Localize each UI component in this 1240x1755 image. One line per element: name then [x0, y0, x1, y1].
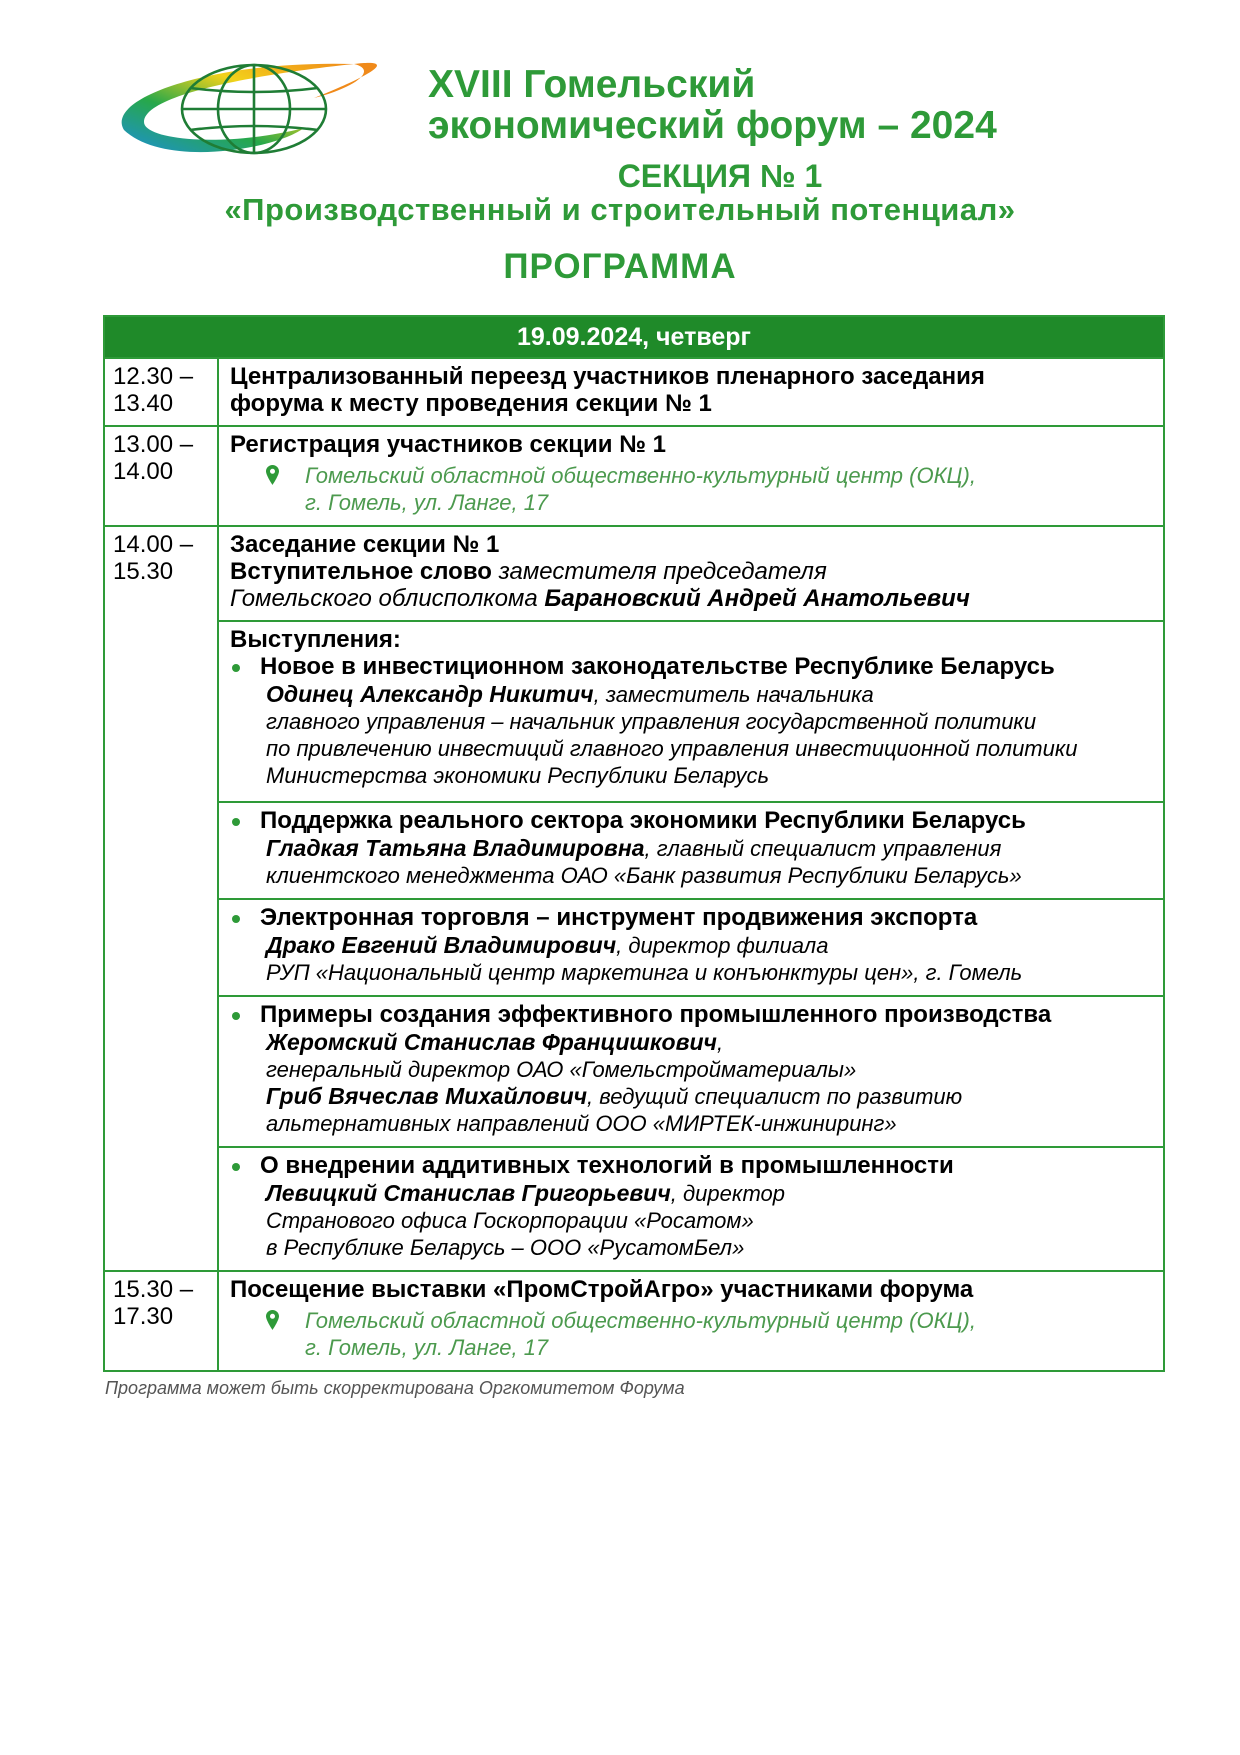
speaker-role: по привлечению инвестиций главного управления инвестиционной политики [266, 736, 1078, 761]
bullet-icon [232, 915, 240, 923]
event-cell [218, 526, 1164, 621]
speaker-name: Гладкая Татьяна Владимировна [266, 835, 645, 861]
time-end: 17.30 [113, 1303, 174, 1330]
talk-title-text: Новое в инвестиционном законодательстве Республике Беларусь [260, 653, 1055, 680]
forum-logo [104, 58, 404, 158]
talk-row [104, 899, 1164, 996]
time-start: 13.00 – [113, 431, 194, 458]
speaker-name: Жеромский Станислав Францишкович [266, 1029, 717, 1055]
forum-title [428, 64, 1128, 146]
talk-cell [218, 1147, 1164, 1271]
speaker-role: генеральный директор ОАО «Гомельстройматериалы» [266, 1057, 857, 1082]
time-end: 15.30 [113, 558, 174, 585]
schedule-row [104, 358, 1164, 426]
speaker [230, 932, 1157, 986]
speaker [230, 835, 1157, 889]
time-start: 12.30 – [113, 363, 194, 390]
talk-cell [218, 802, 1164, 899]
talk-title-text: Электронная торговля – инструмент продвижения экспорта [260, 904, 978, 931]
bullet-icon [232, 664, 240, 672]
talk-title-text: О внедрении аддитивных технологий в промышленности [260, 1152, 954, 1179]
speaker-role: главного управления – начальник управления государственной политики [266, 709, 1037, 734]
location-line: Гомельский областной общественно-культурный центр (ОКЦ), [305, 463, 976, 488]
opening-speaker: Барановский Андрей Анатольевич [544, 585, 970, 612]
event-title-cont: форума к месту проведения секции № 1 [230, 390, 712, 417]
speaker-name: Гриб Вячеслав Михайлович [266, 1083, 588, 1109]
talk-row [104, 1147, 1164, 1271]
date-row [104, 316, 1164, 358]
speaker [230, 1180, 1157, 1261]
forum-title-line1: XVIII Гомельский [428, 63, 756, 106]
talk-cell [218, 621, 1164, 802]
speaker-role: , главный специалист управления [644, 836, 1002, 861]
schedule-row [104, 426, 1164, 526]
speaker [230, 1029, 1157, 1137]
location [230, 462, 1157, 516]
event-title: Заседание секции № 1 [230, 531, 500, 558]
time-start: 14.00 – [113, 531, 194, 558]
speaker-role: клиентского менеджмента ОАО «Банк развития Республики Беларусь» [266, 863, 1022, 888]
opening-text: заместителя председателя [491, 558, 827, 585]
talk-title-text: Поддержка реального сектора экономики Республики Беларусь [260, 807, 1026, 834]
speaker-role: , директор филиала [616, 933, 829, 958]
opening-label: Вступительное слово [230, 558, 492, 585]
bullet-icon [232, 1163, 240, 1171]
speaker-role: Министерства экономики Республики Беларусь [266, 763, 770, 788]
talk-row [104, 621, 1164, 802]
speeches-label: Выступления: [230, 626, 401, 653]
bullet-icon [232, 818, 240, 826]
speaker-name: Драко Евгений Владимирович [266, 932, 617, 958]
forum-title-line2: экономический форум – 2024 [428, 104, 997, 147]
speaker-role: , [716, 1030, 724, 1055]
time-cell [104, 1271, 218, 1371]
time-end: 13.40 [113, 390, 174, 417]
opening-text: Гомельского облисполкома [230, 585, 545, 612]
speaker-role: альтернативных направлений ООО «МИРТЕК-инжиниринг» [266, 1111, 897, 1136]
speaker [230, 681, 1157, 789]
opening-remarks-cont [230, 585, 1157, 612]
talk-cell [218, 899, 1164, 996]
speaker-role: Странового офиса Госкорпорации «Росатом» [266, 1208, 754, 1233]
talk-title [230, 904, 1157, 932]
talk-title [230, 1001, 1157, 1029]
time-cell [104, 526, 218, 1271]
location-line: г. Гомель, ул. Ланге, 17 [305, 490, 549, 515]
location-line: Гомельский областной общественно-культурный центр (ОКЦ), [305, 1308, 976, 1333]
schedule-row [104, 1271, 1164, 1371]
speaker-role: , директор [670, 1181, 786, 1206]
time-start: 15.30 – [113, 1276, 194, 1303]
speaker-role: , заместитель начальника [593, 682, 874, 707]
talk-row [104, 996, 1164, 1147]
talk-title [230, 807, 1157, 835]
event-title: Регистрация участников секции № 1 [230, 431, 666, 458]
section-name: «Производственный и строительный потенциал» [224, 192, 1016, 227]
event-cell [218, 1271, 1164, 1371]
talk-title [230, 1152, 1157, 1180]
location-pin-icon [266, 465, 279, 485]
footer-note: Программа может быть скорректирована Оргкомитетом Форума [105, 1378, 685, 1398]
program-table [103, 315, 1165, 1372]
time-cell [104, 426, 218, 526]
talk-title-text: Примеры создания эффективного промышленного производства [260, 1001, 1052, 1028]
time-cell [104, 358, 218, 426]
opening-remarks [230, 558, 1157, 585]
bullet-icon [232, 1012, 240, 1020]
event-title: Посещение выставки «ПромСтройАгро» участниками форума [230, 1276, 974, 1303]
program-title: ПРОГРАММА [503, 247, 737, 286]
location-line: г. Гомель, ул. Ланге, 17 [305, 1335, 549, 1360]
talk-row [104, 802, 1164, 899]
speaker-name: Левицкий Станислав Григорьевич [266, 1180, 671, 1206]
speaker-name: Одинец Александр Никитич [266, 681, 594, 707]
location-pin-icon [266, 1310, 279, 1330]
talk-cell [218, 996, 1164, 1147]
section-number: СЕКЦИЯ № 1 [617, 158, 823, 194]
speaker-role: РУП «Национальный центр маркетинга и конъюнктуры цен», г. Гомель [266, 960, 1023, 985]
talk-title [230, 653, 1157, 681]
event-title: Централизованный переезд участников пленарного заседания [230, 363, 985, 390]
event-cell [218, 426, 1164, 526]
time-end: 14.00 [113, 458, 174, 485]
location [230, 1307, 1157, 1361]
speaker-role: в Республике Беларусь – ООО «РусатомБел» [266, 1235, 745, 1260]
date-header: 19.09.2024, четверг [104, 316, 1164, 358]
event-cell [218, 358, 1164, 426]
speaker-role: , ведущий специалист по развитию [587, 1084, 963, 1109]
schedule-row [104, 526, 1164, 621]
